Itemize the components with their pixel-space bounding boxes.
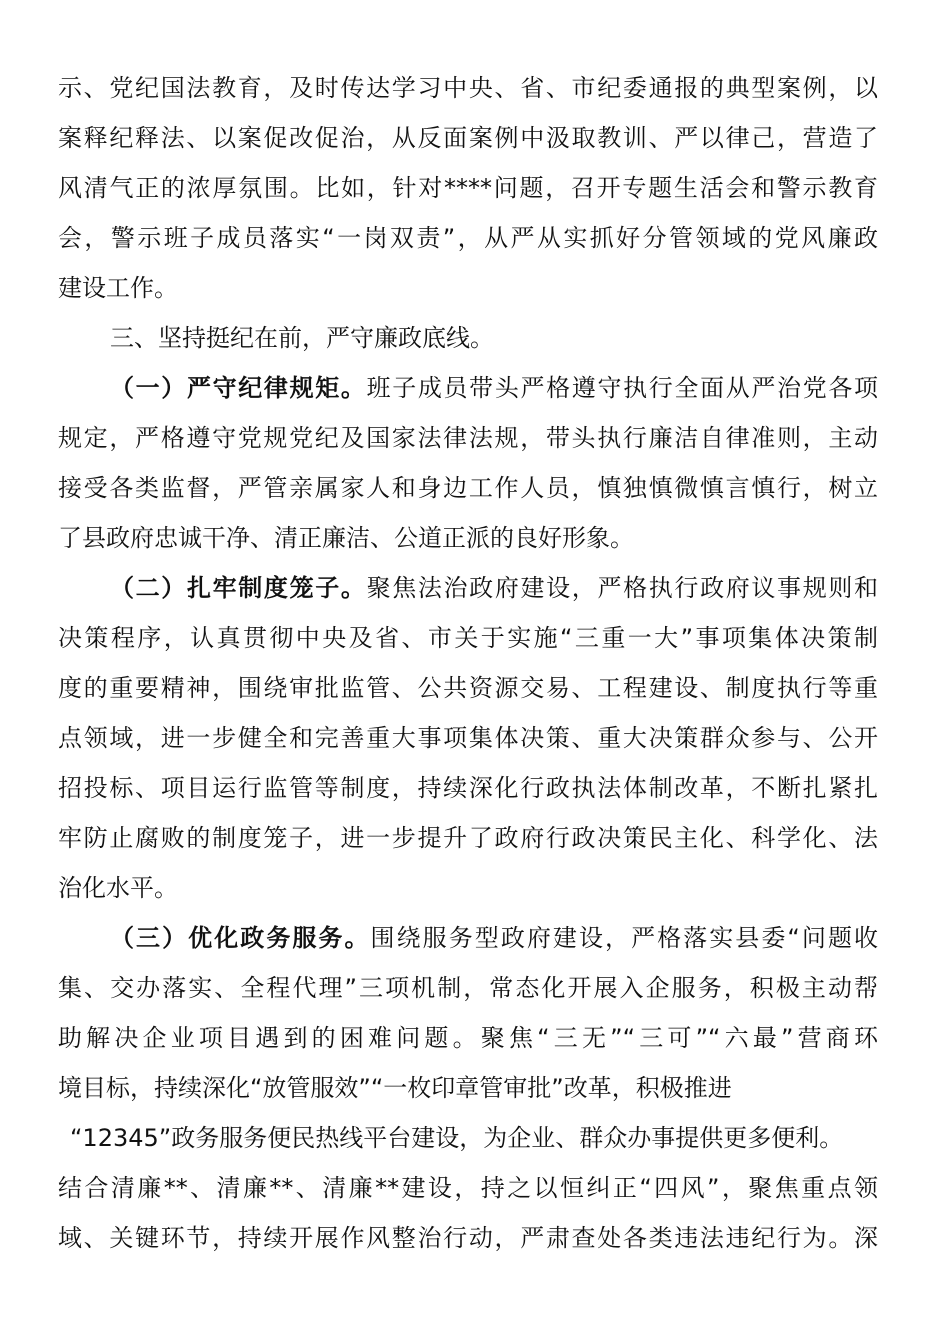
section1-first-line-text: 班子成员带头严格遵守执行全面从严治党各项 — [366, 374, 878, 402]
body-text-line: 了县政府忠诚干净、清正廉洁、公道正派的良好形象。 — [58, 524, 634, 552]
section1-first-line — [110, 372, 878, 404]
section2-first-line-text: 聚焦法治政府建设，严格执行政府议事规则和 — [366, 574, 878, 602]
body-text-line: 助解决企业项目遇到的困难问题。聚焦“三无”“三可”“六最”营商环 — [58, 1024, 878, 1052]
body-text-line: 示、党纪国法教育，及时传达学习中央、省、市纪委通报的典型案例，以 — [58, 74, 878, 102]
section2-heading: （二）扎牢制度笼子。 — [110, 574, 367, 602]
body-text-line: 域、关键环节，持续开展作风整治行动，严肃查处各类违法违纪行为。深 — [58, 1224, 878, 1252]
body-text-line: “12345”政务服务便民热线平台建设，为企业、群众办事提供更多便利。 — [70, 1124, 844, 1152]
section-heading: 三、坚持挺纪在前，严守廉政底线。 — [110, 324, 494, 352]
section2-first-line — [110, 572, 878, 604]
section3-first-line — [110, 922, 878, 954]
body-text-line: 案释纪释法、以案促改促治，从反面案例中汲取教训、严以律己，营造了 — [58, 124, 878, 152]
body-text-line: 集、交办落实、全程代理”三项机制，常态化开展入企服务，积极主动帮 — [58, 974, 878, 1002]
body-text-line: 招投标、项目运行监管等制度，持续深化行政执法体制改革，不断扎紧扎 — [58, 774, 878, 802]
body-text-line: 风清气正的浓厚氛围。比如，针对****问题，召开专题生活会和警示教育 — [58, 174, 878, 202]
body-text-line: 牢防止腐败的制度笼子，进一步提升了政府行政决策民主化、科学化、法 — [58, 824, 878, 852]
body-text-line: 境目标，持续深化“放管服效”“一枚印章管审批”改革，积极推进 — [58, 1074, 732, 1102]
section3-first-line-text: 围绕服务型政府建设，严格落实县委“问题收 — [370, 924, 878, 952]
section3-heading: （三）优化政务服务。 — [110, 924, 371, 952]
body-text-line: 会，警示班子成员落实“一岗双责”，从严从实抓好分管领域的党风廉政 — [58, 224, 878, 252]
body-text-line: 治化水平。 — [58, 874, 178, 902]
body-text-line: 度的重要精神，围绕审批监管、公共资源交易、工程建设、制度执行等重 — [58, 674, 878, 702]
body-text-line: 结合清廉**、清廉**、清廉**建设，持之以恒纠正“四风”，聚焦重点领 — [58, 1174, 878, 1202]
body-text-line: 建设工作。 — [58, 274, 178, 302]
body-text-line: 规定，严格遵守党规党纪及国家法律法规，带头执行廉洁自律准则，主动 — [58, 424, 878, 452]
body-text-line: 点领域，进一步健全和完善重大事项集体决策、重大决策群众参与、公开 — [58, 724, 878, 752]
body-text-line: 接受各类监督，严管亲属家人和身边工作人员，慎独慎微慎言慎行，树立 — [58, 474, 878, 502]
body-text-line: 决策程序，认真贯彻中央及省、市关于实施“三重一大”事项集体决策制 — [58, 624, 878, 652]
section1-heading: （一）严守纪律规矩。 — [110, 374, 367, 402]
